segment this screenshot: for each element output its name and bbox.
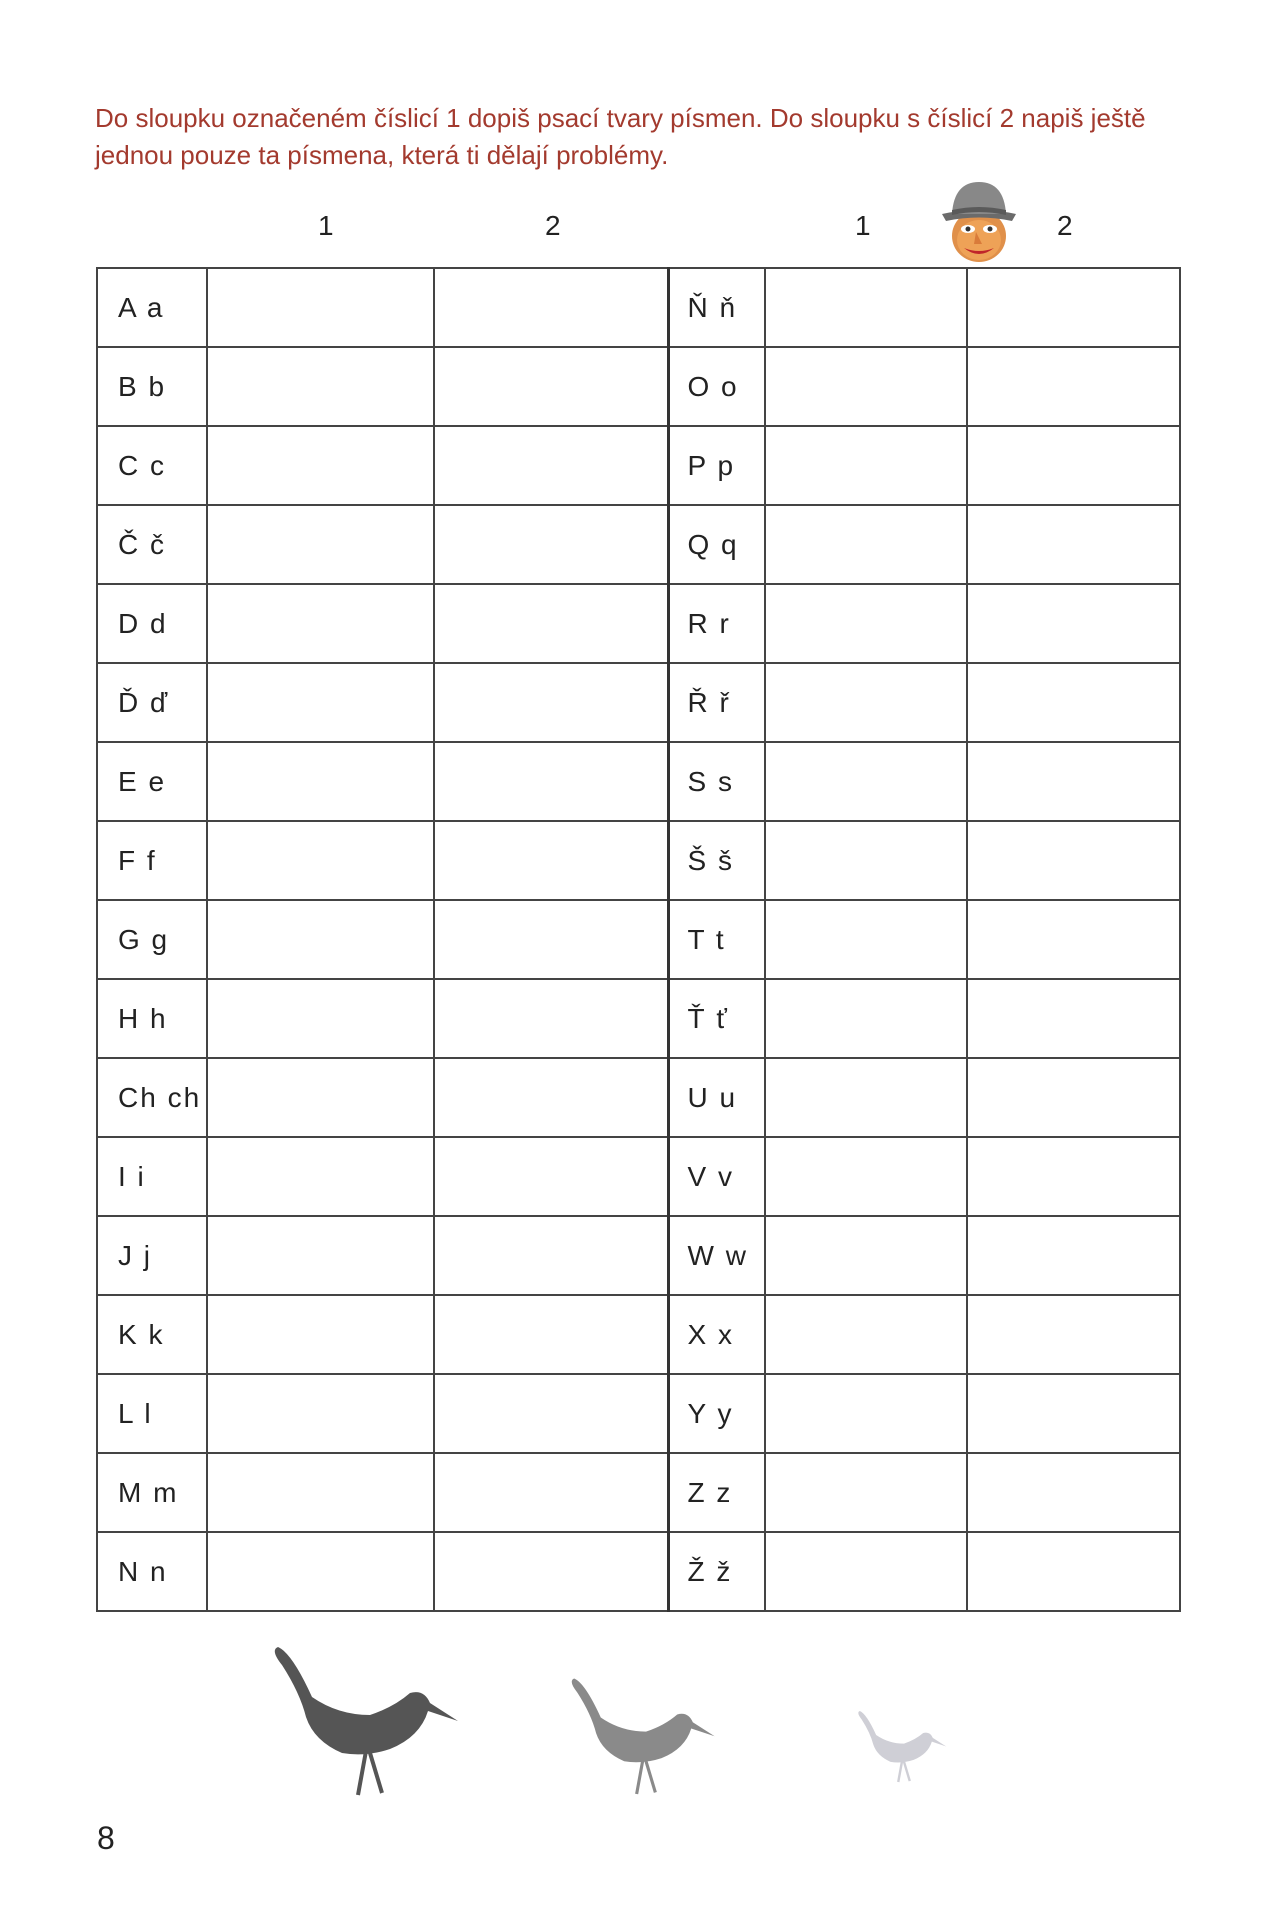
table-row [97,584,1180,663]
write-cell-right-2[interactable] [967,1058,1180,1137]
letter-cell-left: E e [97,742,207,821]
column-header-left-2: 2 [545,210,561,241]
write-cell-right-2[interactable] [967,584,1180,663]
write-cell-left-2[interactable] [434,347,668,426]
table-row [97,1137,1180,1216]
alphabet-table [96,267,1181,1612]
write-cell-right-1[interactable] [765,1295,967,1374]
write-cell-left-1[interactable] [207,1058,434,1137]
letter-cell-right: Ň ň [668,268,765,347]
write-cell-left-1[interactable] [207,268,434,347]
write-cell-left-1[interactable] [207,1295,434,1374]
write-cell-left-2[interactable] [434,1374,668,1453]
write-cell-right-1[interactable] [765,347,967,426]
table-row [97,979,1180,1058]
write-cell-right-2[interactable] [967,1532,1180,1611]
letter-cell-right: Ť ť [668,979,765,1058]
letter-cell-left: J j [97,1216,207,1295]
write-cell-right-1[interactable] [765,821,967,900]
page-number: 8 [97,1820,115,1856]
table-row [97,1216,1180,1295]
write-cell-right-1[interactable] [765,979,967,1058]
write-cell-right-1[interactable] [765,505,967,584]
bird-icon [858,1711,946,1782]
table-row [97,1295,1180,1374]
table-row [97,663,1180,742]
write-cell-right-2[interactable] [967,663,1180,742]
table-row [97,505,1180,584]
write-cell-left-1[interactable] [207,347,434,426]
letter-cell-left: F f [97,821,207,900]
table-row [97,821,1180,900]
table-row [97,268,1180,347]
letter-cell-left: H h [97,979,207,1058]
write-cell-left-2[interactable] [434,1137,668,1216]
letter-cell-left: B b [97,347,207,426]
write-cell-left-1[interactable] [207,821,434,900]
write-cell-right-1[interactable] [765,584,967,663]
write-cell-left-2[interactable] [434,1532,668,1611]
write-cell-right-1[interactable] [765,268,967,347]
table-row [97,900,1180,979]
write-cell-right-1[interactable] [765,742,967,821]
letter-cell-left: Ch ch [97,1058,207,1137]
write-cell-right-2[interactable] [967,1374,1180,1453]
letter-cell-left: D d [97,584,207,663]
letter-cell-left: M m [97,1453,207,1532]
letter-cell-right: V v [668,1137,765,1216]
write-cell-left-2[interactable] [434,663,668,742]
letter-cell-right: Ř ř [668,663,765,742]
write-cell-left-1[interactable] [207,663,434,742]
table-row [97,1374,1180,1453]
write-cell-left-1[interactable] [207,900,434,979]
write-cell-right-1[interactable] [765,1058,967,1137]
bird-icon [572,1679,715,1794]
letter-cell-right: Z z [668,1453,765,1532]
write-cell-right-2[interactable] [967,900,1180,979]
table-row [97,1453,1180,1532]
letter-cell-right: O o [668,347,765,426]
column-header-right-2: 2 [1057,210,1073,241]
write-cell-left-1[interactable] [207,1453,434,1532]
letter-cell-left: L l [97,1374,207,1453]
write-cell-left-1[interactable] [207,1374,434,1453]
write-cell-left-2[interactable] [434,505,668,584]
letter-cell-left: N n [97,1532,207,1611]
write-cell-left-2[interactable] [434,742,668,821]
write-cell-right-2[interactable] [967,1295,1180,1374]
column-header-left-1: 1 [318,210,334,241]
letter-cell-left: C c [97,426,207,505]
write-cell-right-1[interactable] [765,1453,967,1532]
letter-cell-left: I i [97,1137,207,1216]
write-cell-right-1[interactable] [765,1374,967,1453]
write-cell-right-2[interactable] [967,505,1180,584]
letter-cell-right: Y y [668,1374,765,1453]
write-cell-right-2[interactable] [967,347,1180,426]
write-cell-right-2[interactable] [967,742,1180,821]
table-row [97,347,1180,426]
letter-cell-right: Q q [668,505,765,584]
table-row [97,742,1180,821]
write-cell-right-2[interactable] [967,1216,1180,1295]
write-cell-right-2[interactable] [967,1137,1180,1216]
instruction-text: Do sloupku označeném číslicí 1 dopiš psací tvary písmen. Do sloupku s číslicí 2 napiš ještě jednou pouze ta písmena, která ti dělají problémy. [95,103,1146,170]
write-cell-right-1[interactable] [765,426,967,505]
write-cell-right-2[interactable] [967,268,1180,347]
letter-cell-left: Č č [97,505,207,584]
letter-cell-right: U u [668,1058,765,1137]
write-cell-left-2[interactable] [434,979,668,1058]
letter-cell-right: R r [668,584,765,663]
write-cell-left-1[interactable] [207,426,434,505]
letter-cell-left: A a [97,268,207,347]
write-cell-left-2[interactable] [434,1216,668,1295]
table-row [97,1532,1180,1611]
write-cell-left-2[interactable] [434,584,668,663]
bird-icon [275,1647,458,1795]
man-with-hat-face-icon [938,176,1020,266]
column-header-right-1: 1 [855,210,871,241]
write-cell-right-1[interactable] [765,663,967,742]
letter-cell-right: Š š [668,821,765,900]
write-cell-left-2[interactable] [434,1453,668,1532]
write-cell-left-2[interactable] [434,821,668,900]
write-cell-right-2[interactable] [967,426,1180,505]
write-cell-left-2[interactable] [434,426,668,505]
letter-cell-right: Ž ž [668,1532,765,1611]
write-cell-right-2[interactable] [967,979,1180,1058]
write-cell-left-2[interactable] [434,1295,668,1374]
letter-cell-right: W w [668,1216,765,1295]
write-cell-right-1[interactable] [765,1532,967,1611]
write-cell-left-1[interactable] [207,742,434,821]
write-cell-left-1[interactable] [207,505,434,584]
table-row [97,426,1180,505]
letter-cell-right: S s [668,742,765,821]
write-cell-right-2[interactable] [967,821,1180,900]
write-cell-right-1[interactable] [765,900,967,979]
letter-cell-left: K k [97,1295,207,1374]
write-cell-right-1[interactable] [765,1216,967,1295]
write-cell-left-1[interactable] [207,1137,434,1216]
write-cell-right-1[interactable] [765,1137,967,1216]
letter-cell-left: G g [97,900,207,979]
write-cell-left-1[interactable] [207,1216,434,1295]
write-cell-left-1[interactable] [207,979,434,1058]
letter-cell-right: T t [668,900,765,979]
write-cell-left-2[interactable] [434,268,668,347]
write-cell-left-1[interactable] [207,584,434,663]
letter-cell-right: P p [668,426,765,505]
write-cell-left-1[interactable] [207,1532,434,1611]
table-row [97,1058,1180,1137]
letter-cell-left: Ď ď [97,663,207,742]
write-cell-left-2[interactable] [434,900,668,979]
write-cell-right-2[interactable] [967,1453,1180,1532]
letter-cell-right: X x [668,1295,765,1374]
write-cell-left-2[interactable] [434,1058,668,1137]
birds-decoration [270,1645,990,1845]
